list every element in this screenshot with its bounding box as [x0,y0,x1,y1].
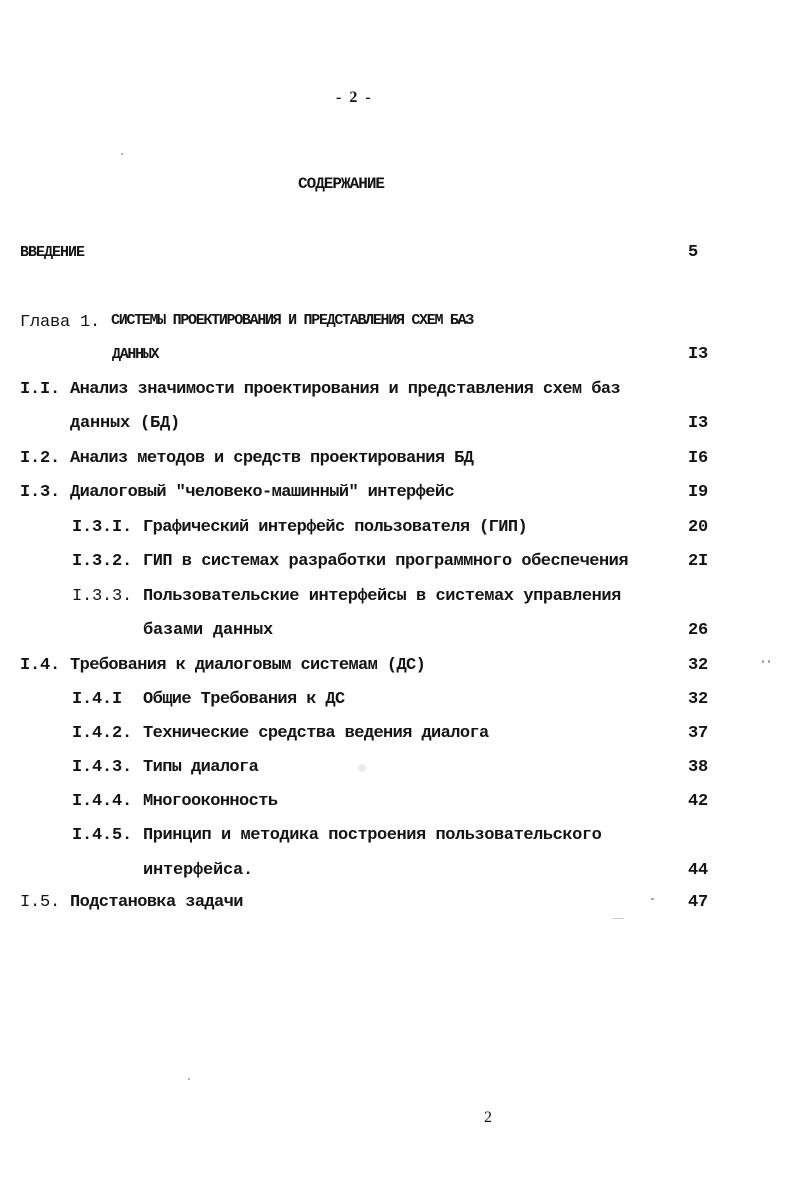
toc-number: I.3.2. [72,552,133,571]
toc-entry-text-cont: интерфейса. [143,861,254,880]
page-title: СОДЕРЖАНИЕ [298,175,385,193]
toc-entry-text: Диалоговый "человеко-машинный" интерфейс [70,483,455,502]
toc-entry-text: Анализ методов и средств проектирования БД [70,449,474,468]
toc-page-number: 37 [687,724,708,743]
scan-speck [651,898,654,900]
toc-entry-text: Принцип и методика построения пользовательского [143,826,602,845]
scan-speck [121,153,123,155]
toc-number: I.3.3. [72,587,133,606]
toc-page-number: 26 [687,621,708,640]
scan-speck [762,660,764,663]
toc-entry-text: ГИП в системах разработки программного обеспечения [143,552,629,571]
toc-page-number: 38 [687,758,708,777]
toc-entry-text: Общие Требования к ДС [143,690,345,709]
toc-number: I.3.I. [72,518,133,537]
toc-number: I.I. [20,380,61,399]
scan-speck [612,918,624,919]
toc-number: I.4.3. [72,758,133,777]
page-header: - 2 - [336,89,373,106]
toc-number: I.4.2. [72,724,133,743]
toc-page-number: 42 [687,792,708,811]
toc-page-number: I3 [687,414,708,433]
toc-page-number: 20 [687,518,708,537]
toc-page-number: 44 [687,861,708,880]
toc-entry-text: Типы диалога [143,758,259,777]
toc-entry-text-cont: базами данных [143,621,274,640]
scan-speck [768,660,770,663]
toc-number: I.4.4. [72,792,133,811]
chapter-prefix: Глава 1. [20,313,101,332]
chapter-title-line2: ДАННЫХ [112,346,159,363]
toc-page-number: I6 [687,449,708,468]
toc-entry-text: Многооконность [143,792,278,811]
intro-label: ВВЕДЕНИЕ [20,244,85,261]
toc-page-number: I9 [687,483,708,502]
toc-number: I.4.5. [72,826,133,845]
toc-entry-text: Подстановка задачи [70,893,243,912]
scan-speck [358,764,366,772]
toc-page-number: 47 [687,893,708,912]
scan-speck [188,1078,190,1080]
toc-entry-text: Требования к диалоговым системам (ДС) [70,656,426,675]
chapter-page: I3 [687,345,708,364]
toc-number: I.4.I [72,690,123,709]
toc-number: I.3. [20,483,61,502]
toc-number: I.2. [20,449,61,468]
toc-page-number: 2I [687,552,708,571]
toc-entry-text: Анализ значимости проектирования и представления схем баз [70,380,621,399]
chapter-title-line1: СИСТЕМЫ ПРОЕКТИРОВАНИЯ И ПРЕДСТАВЛЕНИЯ СХЕМ БАЗ [111,312,473,329]
toc-entry-text-cont: данных (БД) [70,414,181,433]
toc-number: I.4. [20,656,61,675]
toc-entry-text: Технические средства ведения диалога [143,724,489,743]
toc-number: I.5. [20,893,61,912]
toc-entry-text: Пользовательские интерфейсы в системах управления [143,587,621,606]
toc-page-number: 32 [687,656,708,675]
toc-entry-text: Графический интерфейс пользователя (ГИП) [143,518,528,537]
toc-page-number: 32 [687,690,708,709]
page-footer-number: 2 [484,1109,492,1126]
intro-page: 5 [687,243,698,262]
